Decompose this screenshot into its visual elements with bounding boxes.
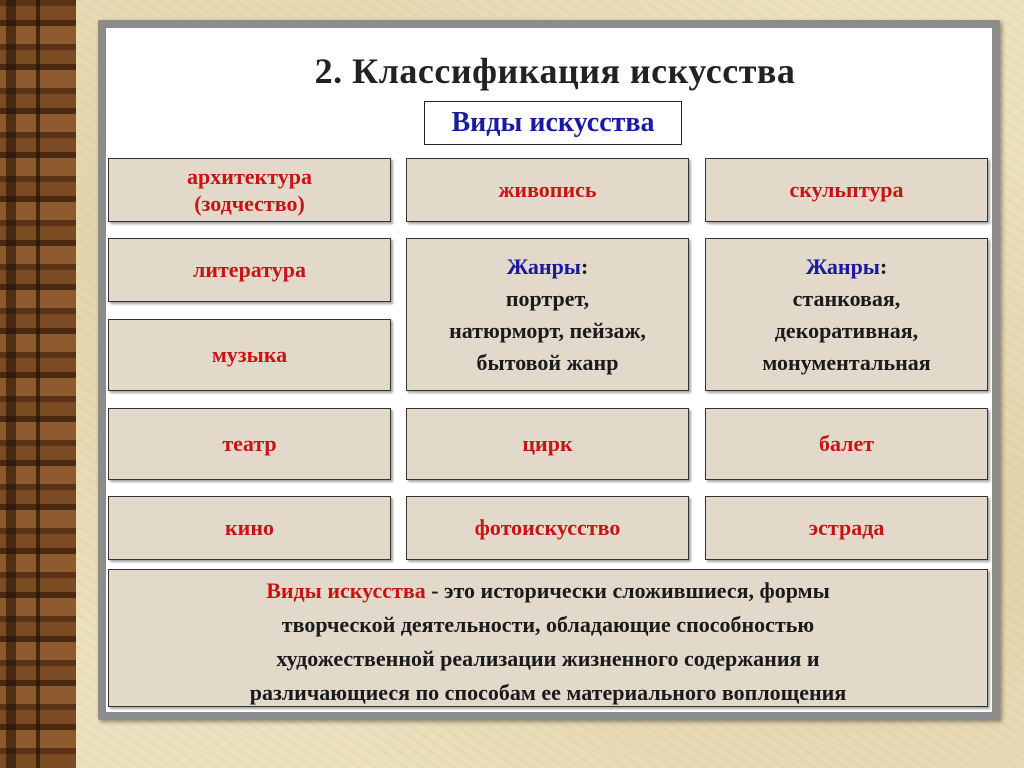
cell-cinema <box>108 496 391 560</box>
subtitle-box <box>424 101 682 145</box>
sculpture-genre-line: станковая, <box>792 285 901 311</box>
theatre-label: театр <box>222 430 277 456</box>
subtitle-text: Виды искусства <box>451 107 655 138</box>
definition-line1-rest: - это исторически сложившиеся, формы <box>425 578 830 603</box>
painting-genre-line: бытовой жанр <box>476 349 619 375</box>
photo-label: фотоискусство <box>474 514 621 540</box>
painting-genre-line: натюрморт, пейзаж, <box>449 317 646 343</box>
music-label: музыка <box>211 341 288 367</box>
cell-sculpture <box>705 158 988 222</box>
sculpture-genres-heading <box>806 251 888 283</box>
cell-architecture <box>108 158 391 222</box>
painting-genres-colon: : <box>580 253 589 279</box>
painting-genres-heading <box>507 251 589 283</box>
decorative-wood-strip <box>0 0 76 768</box>
definition-box <box>108 569 988 707</box>
sculpture-genres-label: Жанры <box>805 253 880 279</box>
cell-circus <box>406 408 689 480</box>
painting-genres-label: Жанры <box>506 253 581 279</box>
definition-line: различающиеся по способам ее материального воплощения <box>249 680 847 705</box>
cell-painting-genres <box>406 238 689 391</box>
cell-ballet <box>705 408 988 480</box>
definition-line: художественной реализации жизненного содержания и <box>276 646 820 671</box>
cell-photo <box>406 496 689 560</box>
cell-sculpture-genres <box>705 238 988 391</box>
architecture-line2: (зодчество) <box>194 191 305 216</box>
cinema-label: кино <box>224 514 275 540</box>
definition-line: творческой деятельности, обладающие способностью <box>281 612 815 637</box>
definition-line <box>109 574 987 608</box>
cell-literature <box>108 238 391 302</box>
cell-estrada <box>705 496 988 560</box>
sculpture-label: скульптура <box>789 176 904 202</box>
cell-painting <box>406 158 689 222</box>
page-title: 2. Классификация искусства <box>314 51 796 91</box>
sculpture-genre-line: монументальная <box>762 349 931 375</box>
estrada-label: эстрада <box>808 514 885 540</box>
cell-music <box>108 319 391 391</box>
painting-label: живопись <box>498 176 597 202</box>
sculpture-genre-line: декоративная, <box>774 317 919 343</box>
literature-label: литература <box>192 256 306 282</box>
ballet-label: балет <box>818 430 875 456</box>
sculpture-genres-colon: : <box>879 253 888 279</box>
circus-label: цирк <box>522 430 573 456</box>
definition-term: Виды искусства <box>266 578 426 603</box>
painting-genre-line: портрет, <box>505 285 590 311</box>
cell-theatre <box>108 408 391 480</box>
architecture-line1: архитектура <box>187 163 312 189</box>
